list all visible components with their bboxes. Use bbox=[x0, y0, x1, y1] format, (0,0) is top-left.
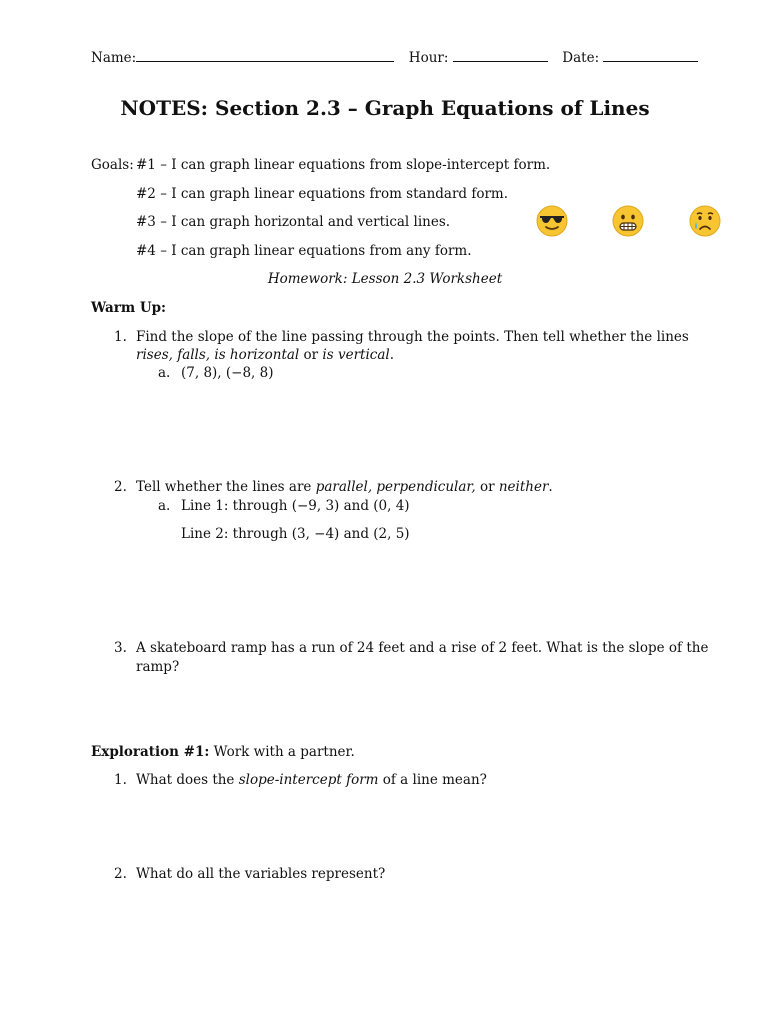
exploration-heading-row bbox=[91, 743, 355, 761]
exploration-q1-number: 1. bbox=[114, 772, 127, 788]
warmup-q2-text bbox=[136, 478, 553, 496]
page-title: NOTES: Section 2.3 – Graph Equations of Lines bbox=[120, 96, 650, 120]
exp-q1-post: of a line mean? bbox=[378, 772, 487, 788]
warmup-q2-part-a-label: a. bbox=[158, 498, 171, 514]
exp-q1-italic: slope-intercept form bbox=[238, 772, 379, 788]
q1-italic-vertical: is vertical bbox=[322, 347, 390, 363]
warmup-q1-part-a-label: a. bbox=[158, 365, 171, 381]
hour-label: Hour: bbox=[408, 50, 449, 66]
warmup-q2-line2: Line 2: through (3, −4) and (2, 5) bbox=[181, 526, 410, 542]
grimacing-face-icon[interactable] bbox=[612, 205, 644, 237]
q2-option-1: parallel, perpendicular, bbox=[315, 479, 476, 495]
homework-note: Homework: Lesson 2.3 Worksheet bbox=[267, 271, 503, 287]
warmup-heading: Warm Up: bbox=[91, 300, 167, 316]
hour-field[interactable] bbox=[453, 47, 548, 62]
exp-q1-pre: What does the bbox=[136, 772, 239, 788]
warmup-q3-text: A skateboard ramp has a run of 24 feet and a rise of 2 feet. What is the slope of the bbox=[136, 640, 709, 656]
goal-3: #3 – I can graph horizontal and vertical lines. bbox=[136, 214, 451, 230]
q2-option-2: neither bbox=[498, 479, 549, 495]
goal-2: #2 – I can graph linear equations from standard form. bbox=[136, 186, 509, 202]
date-label: Date: bbox=[562, 50, 600, 66]
name-label: Name: bbox=[91, 50, 137, 66]
q2-prefix: Tell whether the lines are bbox=[136, 479, 316, 495]
warmup-q1-text: Find the slope of the line passing through the points. Then tell whether the lines bbox=[136, 329, 689, 345]
exploration-q2-number: 2. bbox=[114, 866, 127, 882]
q2-or: or bbox=[475, 479, 499, 495]
warmup-q1-text-line2 bbox=[136, 346, 394, 364]
q1-or: or bbox=[299, 347, 323, 363]
exploration-q1-text bbox=[136, 771, 487, 789]
warmup-q3-text-line2: ramp? bbox=[136, 659, 180, 675]
q1-period: . bbox=[389, 347, 394, 363]
header-row bbox=[91, 47, 698, 67]
q1-italic-options: rises, falls, is horizontal bbox=[136, 347, 300, 363]
warmup-q2-line1: Line 1: through (−9, 3) and (0, 4) bbox=[181, 498, 410, 514]
goals-label: Goals: bbox=[91, 157, 134, 173]
goal-1: #1 – I can graph linear equations from slope-intercept form. bbox=[136, 157, 551, 173]
q2-period: . bbox=[548, 479, 553, 495]
warmup-q2-number: 2. bbox=[114, 479, 127, 495]
date-field[interactable] bbox=[603, 47, 698, 62]
name-field[interactable] bbox=[136, 47, 394, 62]
crying-face-icon[interactable] bbox=[689, 205, 721, 237]
warmup-q1-part-a-text: (7, 8), (−8, 8) bbox=[181, 365, 274, 381]
warmup-q3-number: 3. bbox=[114, 640, 127, 656]
sunglasses-face-icon[interactable] bbox=[536, 205, 568, 237]
warmup-q1-number: 1. bbox=[114, 329, 127, 345]
goal-4: #4 – I can graph linear equations from any form. bbox=[136, 243, 472, 259]
exploration-heading: Exploration #1: bbox=[91, 744, 210, 760]
exploration-q2-text: What do all the variables represent? bbox=[136, 866, 386, 882]
exploration-intro: Work with a partner. bbox=[209, 744, 355, 760]
